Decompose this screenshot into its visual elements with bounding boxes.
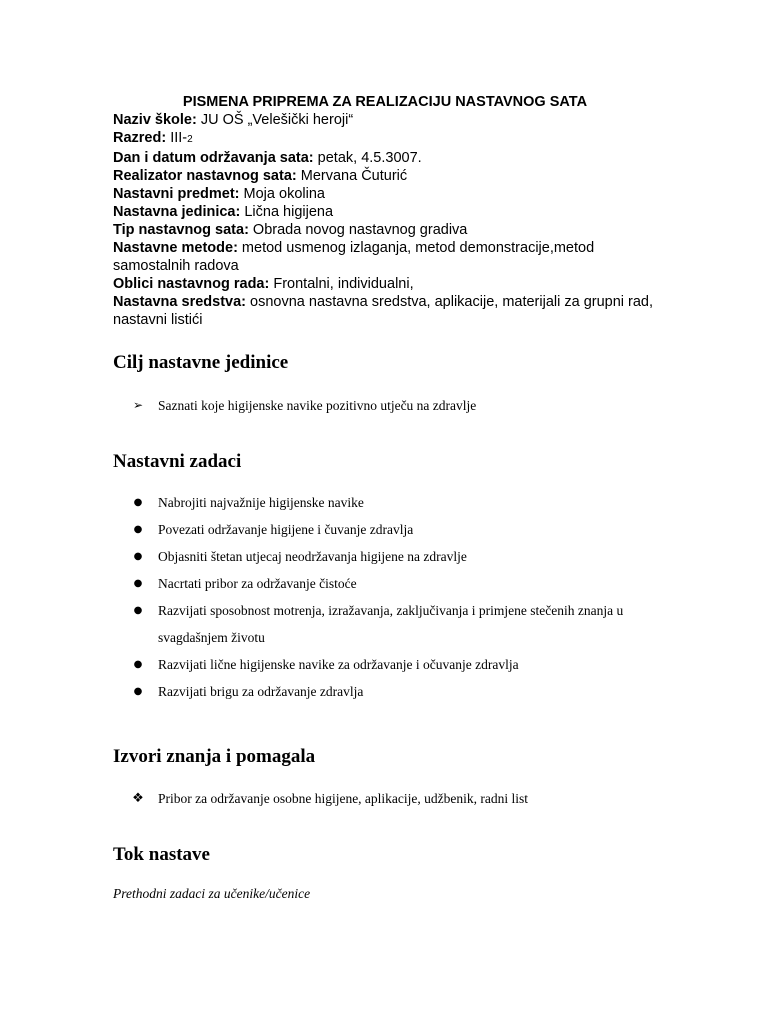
- sources-list: [113, 785, 653, 812]
- round-bullet-icon: ●: [133, 524, 143, 535]
- field-value: Mervana Čuturić: [296, 168, 408, 184]
- round-bullet-icon: ●: [133, 578, 143, 589]
- list-item: [113, 678, 653, 705]
- field-label: Tip nastavnog sata:: [113, 222, 249, 238]
- section-heading-tasks: Nastavni zadaci: [113, 451, 242, 472]
- list-item: [113, 392, 653, 419]
- field-unit: [113, 203, 673, 221]
- field-value: Obrada novog nastavnog gradiva: [248, 222, 468, 238]
- document-title: PISMENA PRIPREMA ZA REALIZACIJU NASTAVNOG SATA: [182, 94, 588, 110]
- list-item-text: Nacrtati pribor za održavanje čistoće: [158, 576, 357, 591]
- list-item: [113, 543, 653, 570]
- round-bullet-icon: ●: [133, 659, 143, 670]
- field-label: Nastavna jedinica:: [113, 204, 241, 220]
- round-bullet-icon: ●: [133, 686, 143, 697]
- field-forms: [113, 275, 673, 293]
- list-item-text: Pribor za održavanje osobne higijene, aplikacije, udžbenik, radni list: [158, 791, 529, 806]
- field-label: Naziv škole:: [113, 112, 197, 128]
- list-item: [113, 570, 653, 597]
- list-item-text: Objasniti štetan utjecaj neodržavanja higijene na zdravlje: [158, 549, 467, 564]
- section-heading-flow: Tok nastave: [113, 844, 210, 865]
- lesson-header: [113, 93, 673, 329]
- diamond-bullet-icon: ❖: [132, 791, 144, 806]
- list-item-text: Nabrojiti najvažnije higijenske navike: [158, 495, 364, 510]
- list-item: [113, 516, 653, 543]
- list-item: [113, 785, 653, 812]
- field-subject: [113, 185, 673, 203]
- arrow-bullet-icon: ➢: [132, 398, 144, 412]
- field-label: Nastavne metode:: [113, 240, 238, 256]
- field-date: [113, 149, 673, 167]
- list-item: [113, 489, 653, 516]
- list-item-text: Razvijati brigu za održavanje zdravlja: [158, 684, 364, 699]
- field-value: petak, 4.5.3007.: [313, 150, 422, 166]
- field-value: Moja okolina: [239, 186, 325, 202]
- round-bullet-icon: ●: [133, 497, 143, 508]
- field-teacher: [113, 167, 673, 185]
- list-item-text: Razvijati lične higijenske navike za održavanje i očuvanje zdravlja: [158, 657, 519, 672]
- field-label: Nastavna sredstva:: [113, 294, 246, 310]
- list-item: [113, 651, 653, 678]
- round-bullet-icon: ●: [133, 605, 143, 616]
- field-label: Dan i datum održavanja sata:: [113, 150, 314, 166]
- subheading-prior-tasks: Prethodni zadaci za učenike/učenice: [113, 886, 311, 901]
- list-item: [113, 597, 653, 651]
- field-value: osnovna nastavna sredstva, aplikacije, materijali za grupni rad, nastavni listići: [113, 294, 654, 328]
- field-value: Frontalni, individualni,: [269, 276, 414, 292]
- section-heading-goal: Cilj nastavne jedinice: [113, 352, 289, 373]
- field-lesson-type: [113, 221, 673, 239]
- field-label: Oblici nastavnog rada:: [113, 276, 270, 292]
- field-value: JU OŠ „Velešički heroji“: [196, 112, 354, 128]
- tasks-list: [113, 489, 653, 705]
- field-value: metod usmenog izlaganja, metod demonstracije,metod samostalnih radova: [113, 240, 595, 274]
- goal-list: [113, 392, 653, 419]
- list-item-text: Povezati održavanje higijene i čuvanje zdravlja: [158, 522, 414, 537]
- list-item-text: Razvijati sposobnost motrenja, izražavanja, zaključivanja i primjene stečenih znanja u svagdašnjem životu: [158, 603, 624, 645]
- field-label: Razred:: [113, 130, 167, 146]
- field-school: [113, 111, 673, 129]
- round-bullet-icon: ●: [133, 551, 143, 562]
- field-value: III-: [166, 130, 188, 146]
- field-value-subscript: 2: [187, 134, 193, 145]
- field-grade: [113, 129, 673, 149]
- field-resources: [113, 293, 673, 329]
- field-value: Lična higijena: [240, 204, 334, 220]
- section-heading-sources: Izvori znanja i pomagala: [113, 746, 316, 767]
- field-label: Realizator nastavnog sata:: [113, 168, 297, 184]
- field-methods: [113, 239, 673, 275]
- field-label: Nastavni predmet:: [113, 186, 240, 202]
- list-item-text: Saznati koje higijenske navike pozitivno utječu na zdravlje: [158, 398, 477, 413]
